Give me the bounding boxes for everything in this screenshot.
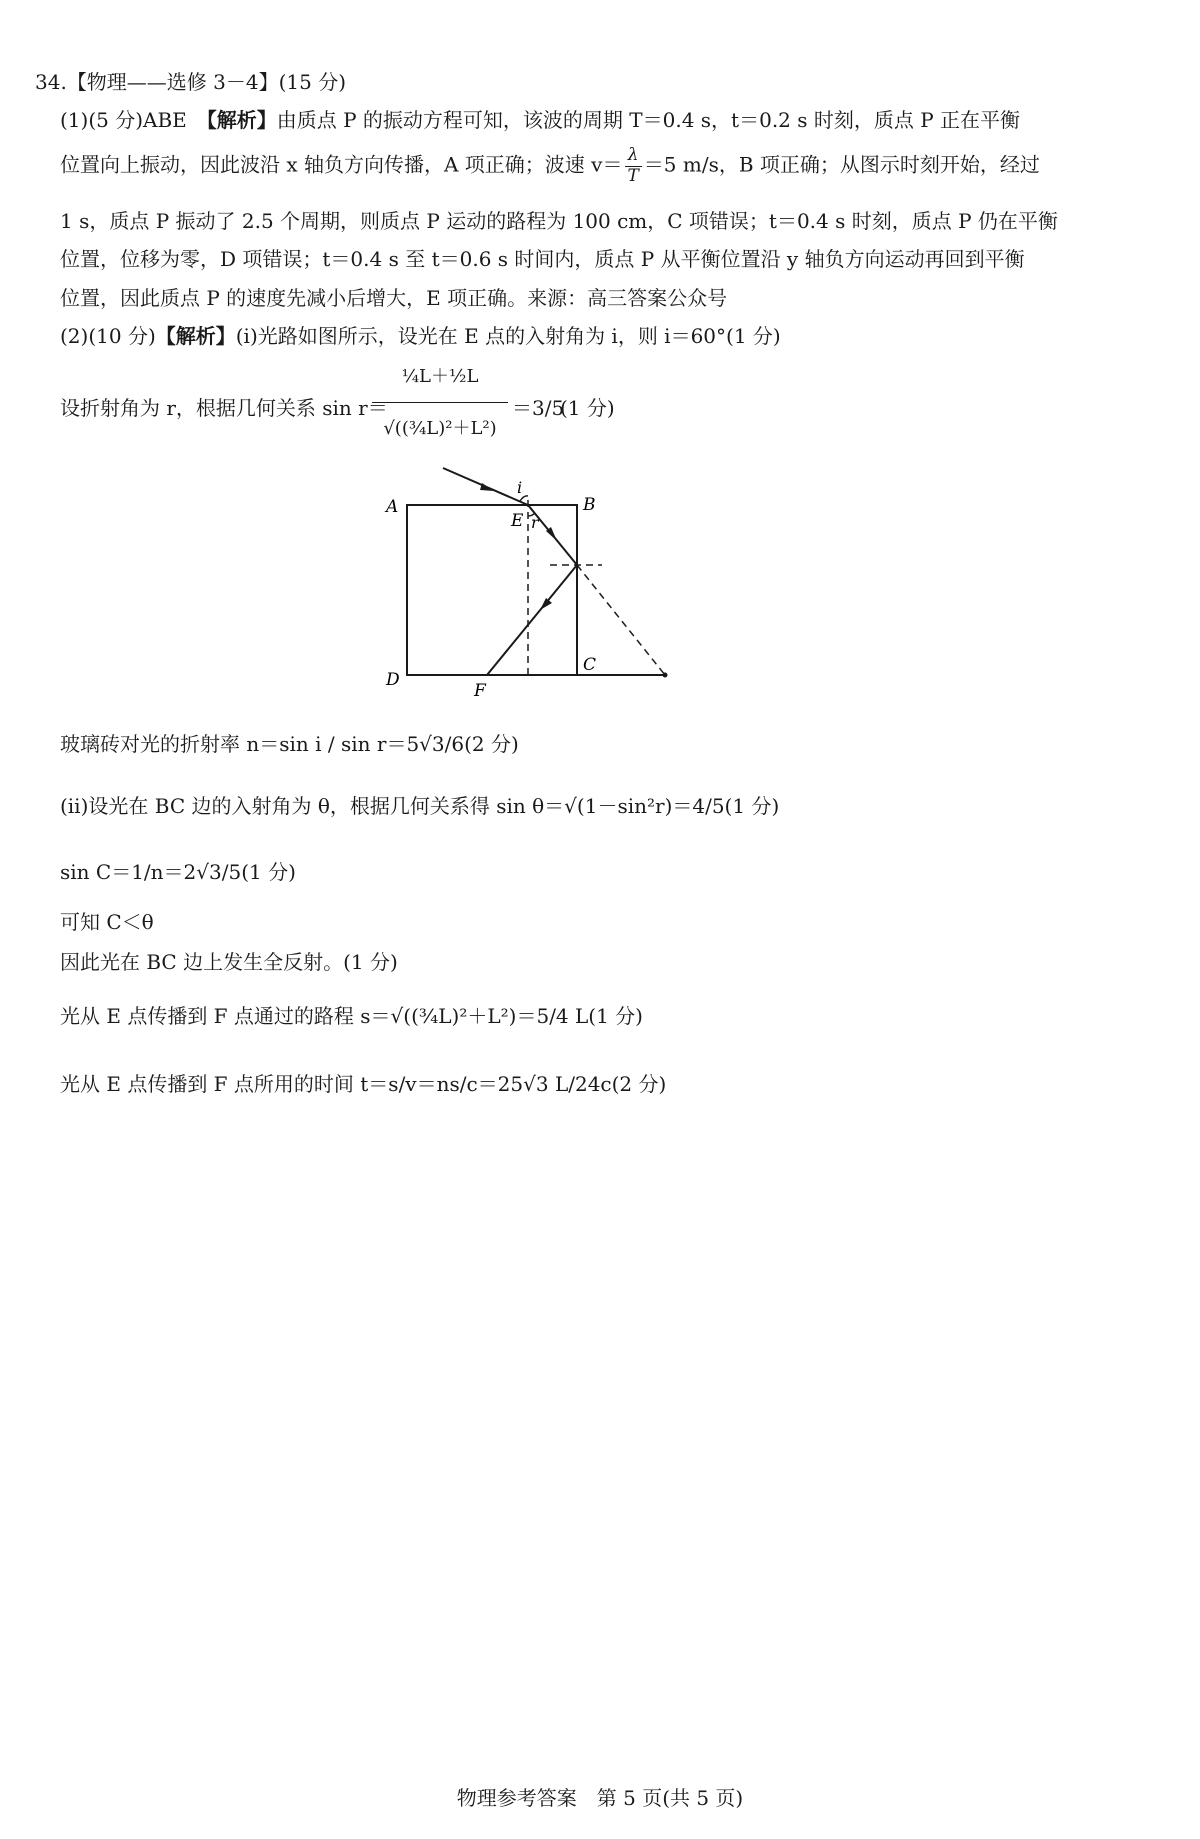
part1-line1: [60, 104, 1020, 133]
sin-r-score: (1 分): [560, 396, 615, 420]
lambda-symbol: λ: [625, 146, 642, 167]
reflected-ray: [487, 565, 577, 675]
part1-line2: [60, 146, 1040, 186]
theta-line: (ⅱ)设光在 BC 边的入射角为 θ，根据几何关系得 sin θ＝√(1－sin²r)＝4/5(1 分): [60, 794, 780, 818]
comparison-line: 可知 C＜θ: [60, 910, 154, 934]
period-symbol: T: [627, 165, 639, 186]
label-c: C: [583, 655, 597, 675]
part1-line2-b: ＝5 m/s，B 项正确；从图示时刻开始，经过: [643, 152, 1040, 177]
part2-line1: [60, 320, 781, 349]
analysis-tag: 【解析】: [206, 108, 277, 132]
part1-line1-text: 由质点 P 的振动方程可知，该波的周期 T＝0.4 s，t＝0.2 s 时刻，质点 P 正在平衡: [276, 108, 1021, 132]
label-b: B: [583, 495, 596, 515]
part1-line5: 位置，因此质点 P 的速度先减小后增大，E 项正确。来源：高三答案公众号: [60, 286, 728, 310]
reflected-arrow: [540, 598, 552, 610]
part2-line1-text: (ⅰ)光路如图所示，设光在 E 点的入射角为 i，则 i＝60°(1 分): [235, 324, 781, 348]
path-length-line: 光从 E 点传播到 F 点通过的路程 s＝√((¾L)²＋L²)＝5/4 L(1 分): [60, 1004, 643, 1028]
total-reflection-line: 因此光在 BC 边上发生全反射。(1 分): [60, 950, 398, 974]
part2-score: (2)(10 分): [60, 324, 156, 348]
question-heading: 34.【物理——选修 3－4】(15 分): [35, 70, 347, 94]
label-e: E: [511, 511, 524, 531]
analysis-tag-2: 【解析】: [155, 324, 236, 348]
sin-r-numerator: ¼L＋½L: [401, 366, 479, 387]
part1-line2-a: 位置向上振动，因此波沿 x 轴负方向传播，A 项正确；波速 v＝: [60, 152, 623, 177]
label-i: i: [517, 478, 523, 497]
sin-r-fraction-bar: [372, 402, 508, 403]
light-path-diagram: [370, 460, 690, 705]
part1-answer: (1)(5 分)ABE: [60, 108, 207, 132]
incident-arrow: [480, 483, 494, 491]
label-r: r: [531, 513, 539, 532]
label-d: D: [386, 670, 400, 690]
sin-r-denominator: √((¾L)²＋L²): [383, 418, 497, 439]
sin-r-prefix: 设折射角为 r，根据几何关系 sin r＝: [60, 396, 388, 420]
sin-r-result: ＝3/5: [512, 396, 565, 420]
part1-line4: 位置，位移为零，D 项错误；t＝0.4 s 至 t＝0.6 s 时间内，质点 P 从平衡位置沿 y 轴负方向运动再回到平衡: [60, 247, 1025, 271]
page-footer: 物理参考答案 第 5 页(共 5 页): [456, 1786, 744, 1810]
refractive-index-line: 玻璃砖对光的折射率 n＝sin i / sin r＝5√3/6(2 分): [60, 732, 519, 756]
part1-line3: 1 s，质点 P 振动了 2.5 个周期，则质点 P 运动的路程为 100 cm，C 项错误；t＝0.4 s 时刻，质点 P 仍在平衡: [60, 209, 1058, 233]
critical-angle-line: sin C＝1/n＝2√3/5(1 分): [60, 860, 296, 884]
travel-time-line: 光从 E 点传播到 F 点所用的时间 t＝s/v＝ns/c＝25√3 L/24c(2 分): [60, 1072, 667, 1096]
label-f: F: [474, 681, 486, 701]
label-a: A: [386, 497, 399, 517]
